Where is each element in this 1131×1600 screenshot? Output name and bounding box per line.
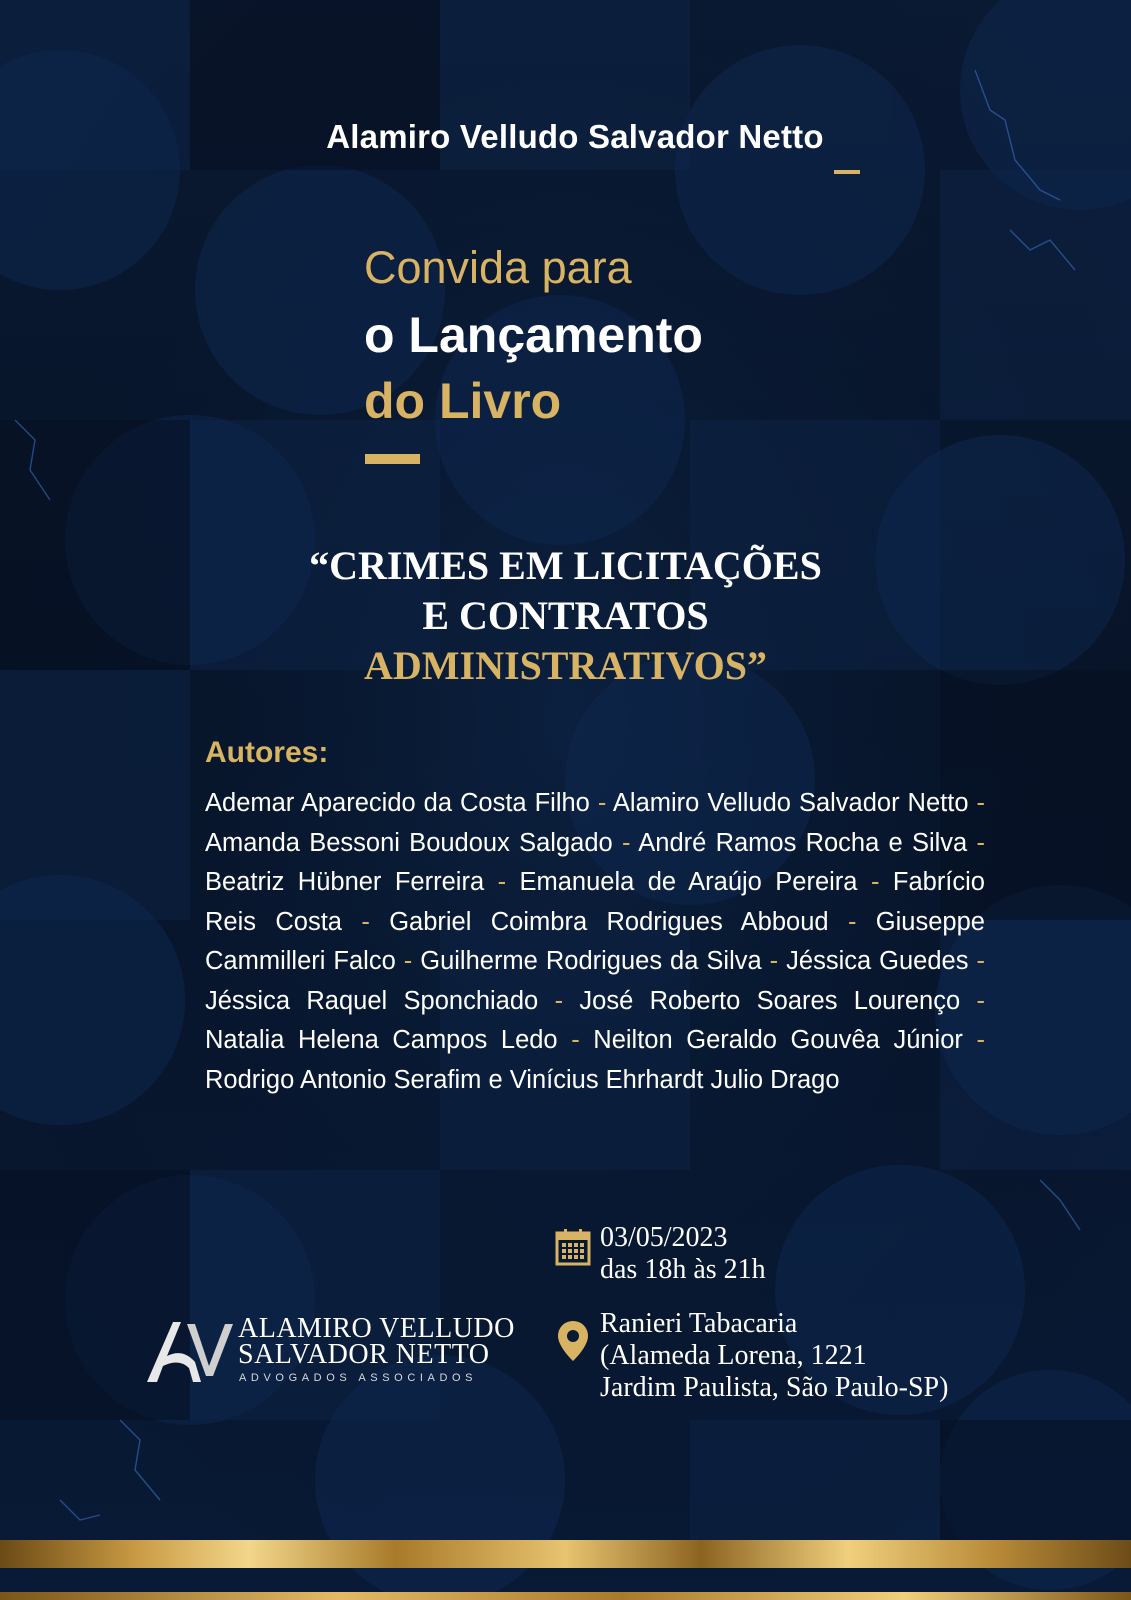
author-name: André Ramos Rocha e Silva bbox=[638, 828, 968, 857]
firm-logo-line3: ADVOGADOS ASSOCIADOS bbox=[239, 1372, 478, 1384]
author-name: Jéssica Guedes bbox=[786, 947, 969, 975]
host-name: Alamiro Velludo Salvador Netto bbox=[326, 118, 824, 155]
author-separator: - bbox=[976, 828, 985, 857]
author-separator: - bbox=[847, 907, 857, 936]
location-pin-icon bbox=[556, 1320, 590, 1362]
calendar-icon bbox=[555, 1228, 591, 1266]
book-title-line3: ADMINISTRATIVOS” bbox=[364, 643, 767, 688]
author-separator: - bbox=[870, 868, 880, 896]
author-name: Alamiro Velludo Salvador Netto bbox=[612, 789, 969, 817]
event-address-line1: (Alameda Lorena, 1221 bbox=[600, 1340, 867, 1371]
author-separator: - bbox=[976, 986, 985, 1015]
event-venue: Ranieri Tabacaria bbox=[600, 1308, 798, 1339]
headline-lancamento: o Lançamento bbox=[364, 307, 703, 363]
book-title-line1: “CRIMES EM LICITAÇÕES bbox=[309, 543, 822, 588]
event-address-line2: Jardim Paulista, São Paulo-SP) bbox=[600, 1372, 949, 1403]
author-separator: - bbox=[769, 947, 779, 975]
author-name: Beatriz Hübner Ferreira bbox=[205, 868, 485, 896]
authors-label: Autores: bbox=[205, 736, 329, 769]
author-name: Fabrício Reis Costa bbox=[205, 868, 985, 936]
author-name: Guilherme Rodrigues da Silva bbox=[420, 947, 762, 975]
author-separator: - bbox=[554, 986, 564, 1015]
author-separator: - bbox=[976, 947, 985, 975]
author-separator: - bbox=[403, 947, 413, 975]
gold-bottom-band bbox=[0, 1540, 1131, 1568]
headline-livro: do Livro bbox=[364, 373, 562, 429]
headline-convida: Convida para bbox=[364, 242, 632, 293]
author-separator: - bbox=[361, 907, 370, 936]
author-name: Ademar Aparecido da Costa Filho bbox=[205, 789, 590, 817]
author-name: Giuseppe Cammilleri Falco bbox=[205, 907, 985, 975]
book-title-line2: E CONTRATOS bbox=[422, 593, 709, 638]
author-name: José Roberto Soares Lourenço bbox=[579, 986, 961, 1015]
author-separator: - bbox=[621, 828, 631, 857]
author-name: Rodrigo Antonio Serafim e Vinícius Ehrhardt Julio Drago bbox=[205, 1065, 840, 1094]
author-separator: - bbox=[571, 1026, 580, 1054]
event-hours: das 18h às 21h bbox=[600, 1254, 766, 1285]
author-separator: - bbox=[597, 789, 607, 817]
gold-bottom-stripe bbox=[0, 1592, 1131, 1600]
author-separator: - bbox=[497, 868, 507, 896]
firm-logo-monogram bbox=[143, 1316, 233, 1384]
authors-list bbox=[205, 784, 985, 1100]
author-name: Jéssica Raquel Sponchiado bbox=[205, 986, 539, 1015]
headline-divider bbox=[365, 454, 420, 464]
event-date: 03/05/2023 bbox=[600, 1222, 728, 1253]
author-name: Gabriel Coimbra Rodrigues Abboud bbox=[389, 907, 829, 936]
firm-logo-line2: SALVADOR NETTO bbox=[238, 1339, 490, 1370]
author-name: Amanda Bessoni Boudoux Salgado bbox=[205, 828, 613, 857]
author-name: Natalia Helena Campos Ledo bbox=[205, 1026, 558, 1054]
author-separator: - bbox=[976, 789, 985, 817]
author-separator: - bbox=[976, 1026, 985, 1054]
author-name: Emanuela de Araújo Pereira bbox=[519, 868, 858, 896]
host-underline bbox=[834, 170, 860, 174]
firm-logo-line1: ALAMIRO VELLUDO bbox=[238, 1313, 515, 1344]
author-name: Neilton Geraldo Gouvêa Júnior bbox=[593, 1026, 963, 1054]
